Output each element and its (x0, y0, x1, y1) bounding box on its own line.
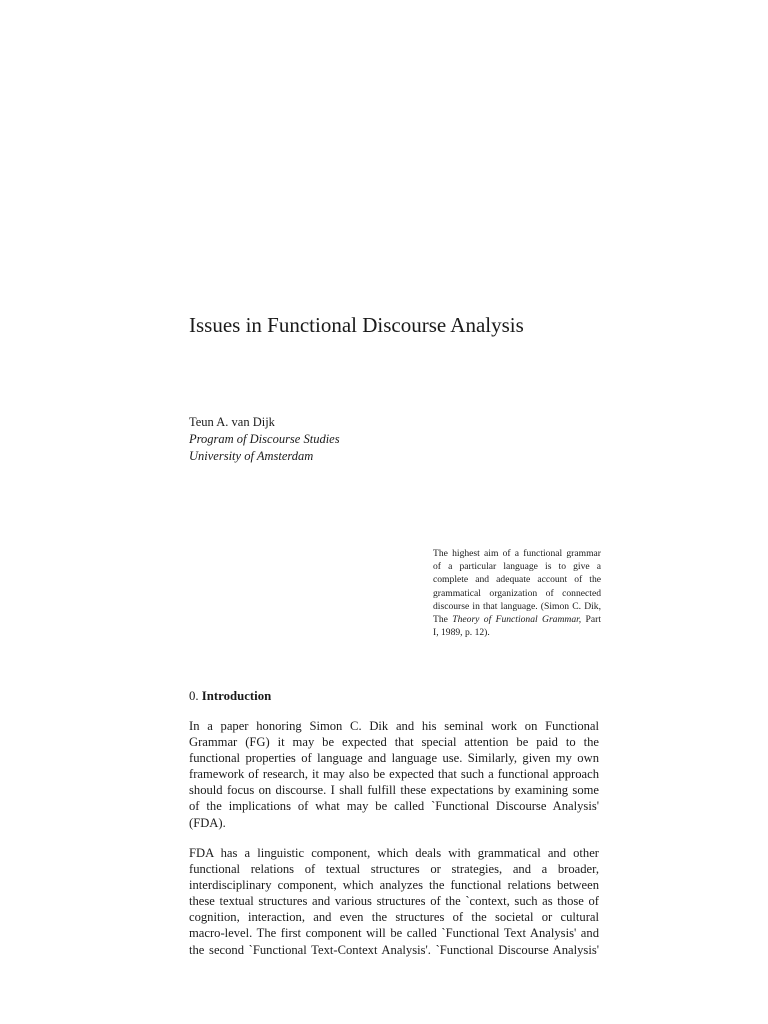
paragraph-line: functional relations of textual structures or strategies, and a broader, (189, 862, 599, 877)
author-name: Teun A. van Dijk (189, 415, 275, 429)
epigraph-line: complete and adequate account of the (433, 574, 601, 586)
epigraph-citation-post: Part (581, 614, 601, 626)
author-university: University of Amsterdam (189, 449, 314, 463)
epigraph-line-citation (433, 613, 601, 626)
paragraph-line: FDA has a linguistic component, which deals with grammatical and other (189, 846, 599, 860)
body-paragraph (189, 845, 599, 958)
section-heading (189, 687, 271, 705)
epigraph-book-title: Theory of Functional Grammar, (452, 614, 582, 626)
paragraph-line: should focus on discourse. I shall fulfill these expectations by examining some (189, 783, 599, 798)
epigraph-line: of a particular language is to give a (433, 561, 601, 573)
paragraph-line: framework of research, it may also be expected that such a functional approach (189, 767, 599, 782)
epigraph-line: I, 1989, p. 12). (433, 627, 490, 639)
paragraph-line: In a paper honoring Simon C. Dik and his seminal work on Functional (189, 719, 599, 733)
epigraph-citation-pre: The (433, 614, 453, 626)
paragraph-line: cognition, interaction, and even the structures of the societal or cultural (189, 910, 599, 925)
epigraph-line: The highest aim of a functional grammar (433, 548, 601, 559)
epigraph-line: discourse in that language. (Simon C. Dik, (433, 600, 601, 612)
section-title: Introduction (201, 689, 272, 703)
paragraph-line: macro-level. The first component will be called `Functional Text Analysis' and (189, 926, 599, 941)
paragraph-line: (FDA). (189, 815, 226, 830)
paragraph-line: of the implications of what may be called `Functional Discourse Analysis' (189, 799, 599, 814)
epigraph-line: grammatical organization of connected (433, 587, 601, 599)
paper-title: Issues in Functional Discourse Analysis (189, 313, 524, 337)
paragraph-line: functional properties of language and language use. Similarly, given my own (189, 751, 599, 766)
epigraph-quote (433, 547, 601, 639)
paragraph-line: the second `Functional Text-Context Analysis'. `Functional Discourse Analysis' (189, 942, 599, 957)
paragraph-line: Grammar (FG) it may be expected that special attention be paid to the (189, 735, 599, 750)
author-program: Program of Discourse Studies (189, 432, 340, 446)
section-number: 0. (189, 689, 202, 703)
body-paragraph (189, 718, 599, 831)
author-block (189, 414, 340, 465)
paragraph-line: interdisciplinary component, which analyzes the functional relations between (189, 878, 599, 893)
paragraph-line: these textual structures and various structures of the `context, such as those of (189, 894, 599, 909)
